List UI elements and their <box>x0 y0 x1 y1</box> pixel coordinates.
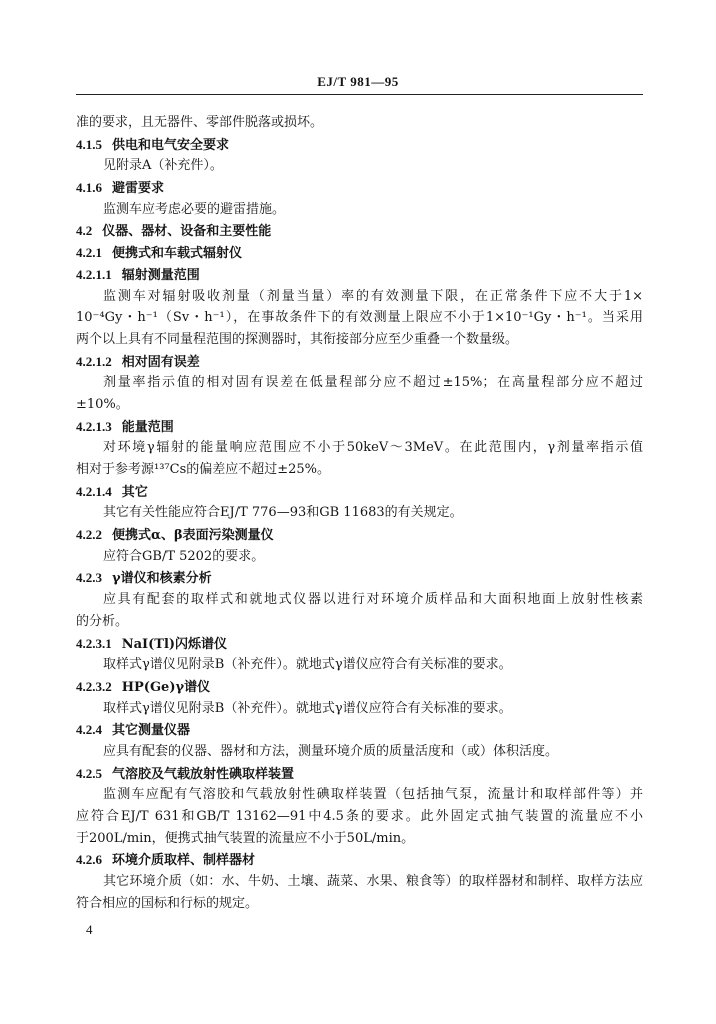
section-heading <box>76 763 643 785</box>
section-title: 供电和电气安全要求 <box>112 137 230 153</box>
section-title: HP(Ge)γ谱仪 <box>121 679 211 695</box>
section-heading <box>76 242 643 264</box>
section-heading <box>76 351 643 373</box>
paragraph-line: 其它有关性能应符合EJ/T 776—93和GB 11683的有关规定。 <box>103 505 463 521</box>
paragraph-line: 准的要求，且无器件、零部件脱落或损坏。 <box>76 115 324 130</box>
paragraph-line: 其它环境介质（如：水、牛奶、土壤、蔬菜、水果、粮食等）的取样器材和制样、取样方法应 <box>103 874 643 890</box>
paragraph-line: 两个以上具有不同量程范围的探测器时，其衔接部分应至少重叠一个数量级。 <box>76 331 519 347</box>
paragraph-line: 对环境γ辐射的能量响应范围应不小于50keV～3MeV。在此范围内，γ剂量率指示值 <box>103 440 643 456</box>
section-title: 其它测量仪器 <box>112 723 191 739</box>
paragraph-line: 相对于参考源¹³⁷Cs的偏差应不超过±25%。 <box>76 462 331 477</box>
paragraph-line: 监测车应考虑必要的避雷措施。 <box>103 201 286 217</box>
section-title: γ谱仪和核素分析 <box>112 571 212 587</box>
section-title: NaI(Tl)闪烁谱仪 <box>121 636 228 652</box>
section-number: 4.2.5 <box>76 765 102 781</box>
section-title: 避雷要求 <box>112 181 165 197</box>
paragraph-line: 于200L/min，便携式抽气装置的流量应不小于50L/min。 <box>76 830 415 846</box>
paragraph-line: 应具有配套的仪器、器材和方法，测量环境介质的质量活度和（或）体积活度。 <box>103 743 559 759</box>
section-number: 4.2.1 <box>76 245 102 261</box>
section-heading <box>76 524 643 546</box>
section-title: 便携式和车载式辐射仪 <box>112 246 243 262</box>
section-number: 4.2.1.3 <box>76 418 112 434</box>
section-heading <box>76 633 643 655</box>
section-number: 4.2.1.2 <box>76 353 112 369</box>
paragraph-line: 10⁻⁴Gy・h⁻¹（Sv・h⁻¹），在事故条件下的有效测量上限应不小于1×10⁻¹Gy・h⁻¹。当采用 <box>76 310 643 326</box>
paragraph-line: 取样式γ谱仪见附录B（补充件）。就地式γ谱仪应符合有关标准的要求。 <box>103 657 512 673</box>
section-number: 4.2.3 <box>76 570 102 586</box>
header-rule <box>76 94 643 95</box>
paragraph-line: 监测车对辐射吸收剂量（剂量当量）率的有效测量下限，在正常条件下应不大于1× <box>103 288 643 304</box>
section-number: 4.1.6 <box>76 180 102 196</box>
section-number: 4.2.4 <box>76 722 102 738</box>
section-number: 4.2.3.1 <box>76 635 112 651</box>
section-heading <box>76 177 643 199</box>
paragraph-line: 剂量率指示值的相对固有误差在低量程部分应不超过±15%；在高量程部分应不超过 <box>103 375 643 391</box>
paragraph-line: 的分析。 <box>76 613 129 629</box>
paragraph-line: 监测车应配有气溶胶和气载放射性碘取样装置（包括抽气泵，流量计和取样部件等）并 <box>103 787 643 803</box>
section-heading <box>76 849 643 871</box>
section-heading <box>76 719 643 741</box>
section-number: 4.2.1.4 <box>76 483 112 499</box>
section-heading <box>76 416 643 438</box>
section-title: 其它 <box>121 484 148 500</box>
section-title: 仪器、器材、设备和主要性能 <box>102 224 272 240</box>
section-heading <box>76 567 643 589</box>
paragraph-line: 应具有配套的取样式和就地式仪器以进行对环境介质样品和大面积地面上放射性核素 <box>103 592 643 608</box>
paragraph-line: 取样式γ谱仪见附录B（补充件）。就地式γ谱仪应符合有关标准的要求。 <box>103 700 512 716</box>
body-text <box>76 112 643 914</box>
section-heading <box>76 264 643 286</box>
section-number: 4.2.2 <box>76 527 102 543</box>
paragraph-line: 见附录A（补充件）。 <box>103 158 223 174</box>
section-title: 能量范围 <box>121 419 174 435</box>
section-number: 4.2 <box>76 223 93 239</box>
page-number: 4 <box>86 922 93 937</box>
section-heading <box>76 481 643 503</box>
running-header: EJ/T 981—95 <box>317 74 399 89</box>
section-title: 辐射测量范围 <box>121 267 200 283</box>
paragraph-line: 应符合GB/T 5202的要求。 <box>103 548 265 564</box>
paragraph-line: 应符合EJ/T 631和GB/T 13162—91中4.5条的要求。此外固定式抽气装置的流量应不小 <box>76 809 643 824</box>
section-title: 便携式α、β表面污染测量仪 <box>112 528 274 544</box>
section-number: 4.1.5 <box>76 136 102 152</box>
section-title: 相对固有误差 <box>121 354 200 370</box>
section-title: 环境介质取样、制样器材 <box>112 853 256 869</box>
section-heading <box>76 134 643 156</box>
section-number: 4.2.1.1 <box>76 266 112 282</box>
section-title: 气溶胶及气载放射性碘取样装置 <box>112 766 295 782</box>
section-number: 4.2.3.2 <box>76 678 112 694</box>
section-heading <box>76 676 643 698</box>
section-heading <box>76 220 643 242</box>
section-number: 4.2.6 <box>76 852 102 868</box>
paragraph-line: 符合相应的国标和行标的规定。 <box>76 895 259 911</box>
paragraph-line: ±10%。 <box>76 396 129 412</box>
